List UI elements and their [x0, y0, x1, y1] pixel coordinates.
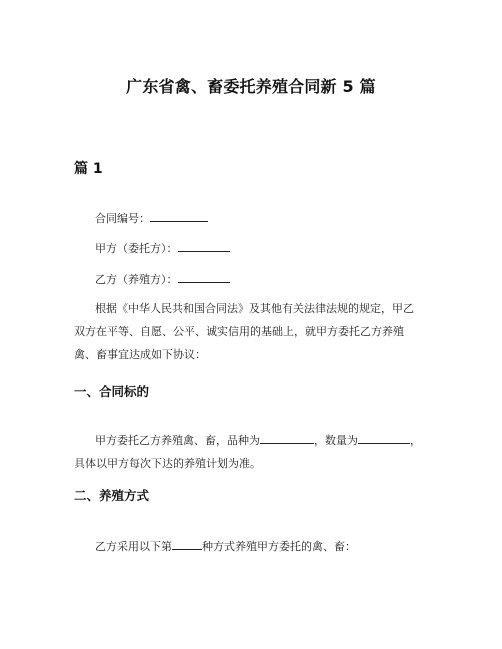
section-2-heading: 二、养殖方式	[74, 488, 150, 503]
party-a-line	[95, 240, 230, 257]
section-1-line-1	[95, 432, 421, 449]
section-2-line-1	[95, 538, 356, 555]
contract-number-line	[95, 210, 208, 227]
party-a-label: 甲方（委托方）：	[95, 242, 178, 255]
section-1-line-2: 具体以甲方每次下达的养殖计划为准。	[74, 457, 261, 470]
party-b-blank	[178, 271, 230, 283]
method-number-blank	[172, 538, 202, 550]
intro-paragraph-line-2: 双方在平等、自愿、公平、诚实信用的基础上，就甲方委托乙方养殖	[74, 325, 404, 338]
section-2-text-b: 种方式养殖甲方委托的禽、畜：	[202, 540, 356, 553]
section-1-text-c: ，	[410, 434, 421, 447]
part-heading: 篇 1	[74, 161, 103, 177]
variety-blank	[260, 432, 314, 444]
document-title: 广东省禽、畜委托养殖合同新 5 篇	[126, 77, 376, 96]
section-2-text-a: 乙方采用以下第	[95, 540, 172, 553]
party-b-label: 乙方（养殖方）：	[95, 273, 178, 286]
contract-number-blank	[150, 210, 208, 222]
intro-paragraph-line-3: 禽、畜事宜达成如下协议：	[74, 348, 206, 361]
intro-paragraph-line-1: 根据《中华人民共和国合同法》及其他有关法律法规的规定，甲乙	[95, 302, 414, 315]
section-1-text-b: ，数量为	[314, 434, 358, 447]
contract-number-label: 合同编号：	[95, 212, 150, 225]
section-1-heading: 一、合同标的	[74, 384, 150, 399]
quantity-blank	[358, 432, 410, 444]
party-b-line	[95, 271, 230, 288]
party-a-blank	[178, 240, 230, 252]
section-1-text-a: 甲方委托乙方养殖禽、畜，品种为	[95, 434, 260, 447]
